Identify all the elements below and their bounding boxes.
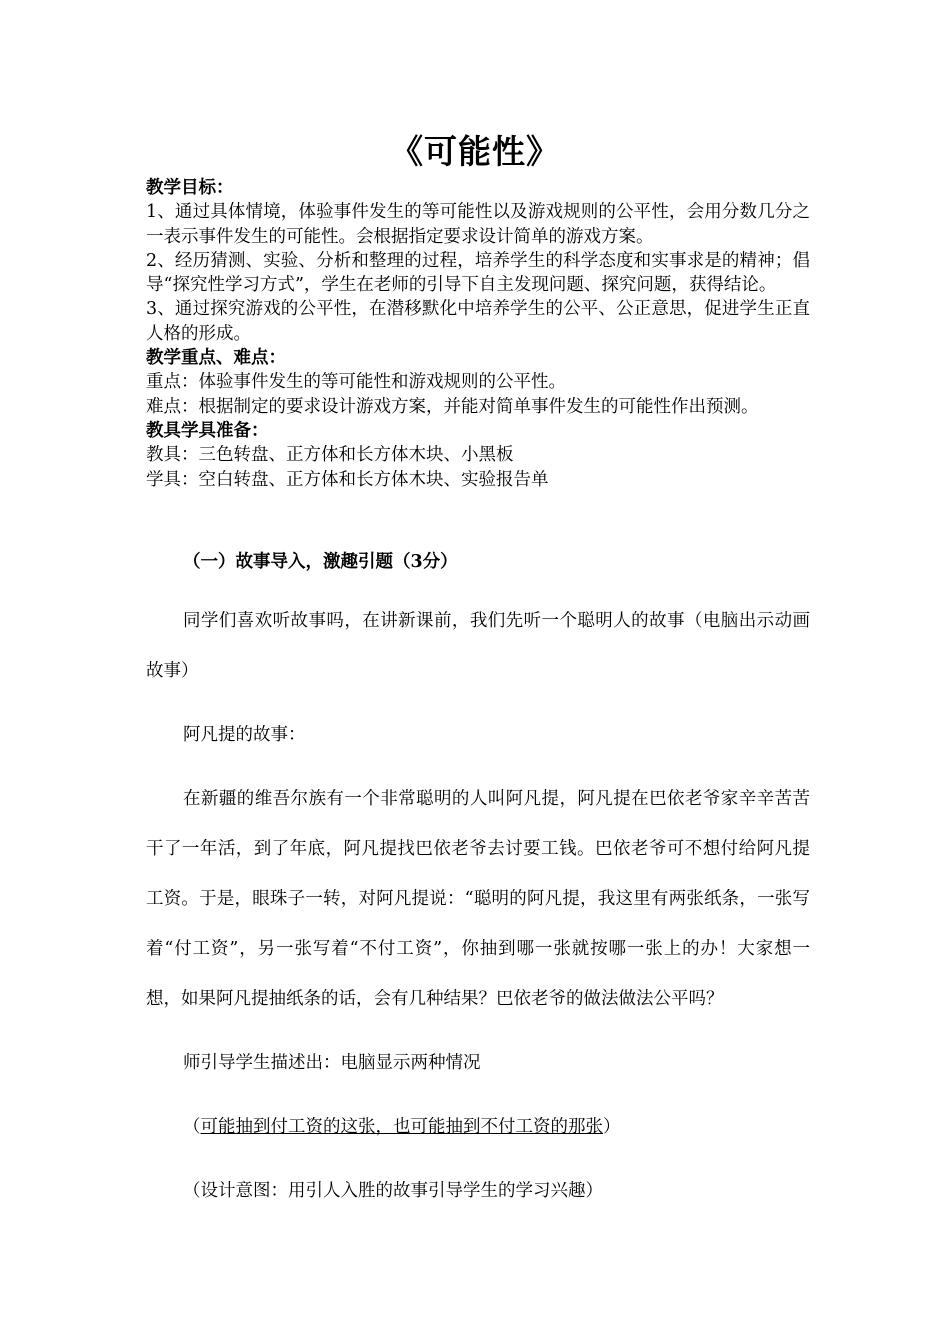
materials-teacher: 教具：三色转盘、正方体和长方体木块、小黑板 — [146, 445, 514, 466]
guide-paragraph: 师引导学生描述出：电脑显示两种情况 — [183, 1053, 481, 1073]
materials-heading: 教具学具准备： — [146, 420, 269, 441]
document-title: 《可能性》 — [390, 132, 560, 171]
key-points-heading: 教学重点、难点： — [146, 348, 286, 369]
objective-item-2: 2、经历猜测、实验、分析和整理的过程，培养学生的科学态度和实事求是的精神；倡导“探究性学习方式”，学生在老师的引导下自主发现问题、探究问题，获得结论。 — [146, 250, 810, 296]
objectives-heading: 教学目标： — [146, 178, 234, 198]
section-body — [146, 596, 810, 1216]
paren-close: ） — [603, 1117, 621, 1137]
section-heading: （一）故事导入，激趣引题（3分） — [183, 552, 458, 572]
story-title: 阿凡提的故事： — [183, 725, 306, 745]
design-intent-paragraph: （设计意图：用引人入胜的故事引导学生的学习兴趣） — [183, 1181, 603, 1201]
paren-open: （ — [183, 1117, 201, 1137]
objective-item-1: 1、通过具体情境，体验事件发生的等可能性以及游戏规则的公平性，会用分数几分之一表示事件发生的可能性。会根据指定要求设计简单的游戏方案。 — [146, 202, 810, 247]
possibility-text: 可能抽到付工资的这张，也可能抽到不付工资的那张 — [200, 1117, 603, 1137]
key-point-difficulty: 难点：根据制定的要求设计游戏方案，并能对简单事件发生的可能性作出预测。 — [146, 396, 759, 417]
key-point-focus: 重点：体验事件发生的等可能性和游戏规则的公平性。 — [146, 372, 566, 393]
intro-paragraph: 同学们喜欢听故事吗，在讲新课前，我们先听一个聪明人的故事（电脑出示动画故事） — [146, 611, 810, 681]
possibility-paragraph — [146, 1102, 810, 1152]
materials-student: 学具：空白转盘、正方体和长方体木块、实验报告单 — [146, 469, 549, 490]
story-paragraph: 在新疆的维吾尔族有一个非常聪明的人叫阿凡提，阿凡提在巴依老爷家辛辛苦苦干了一年活，到了年底，阿凡提找巴依老爷去讨要工钱。巴依老爷可不想付给阿凡提工资。于是，眼珠子一转，对阿凡提说：“聪明的阿凡提，我这里有两张纸条，一张写着“付工资”，另一张写着“不付工资”，你抽到哪一张就按哪一张上的办！大家想一想，如果阿凡提抽纸条的话，会有几种结果？巴依老爷的做法做法公平吗？ — [146, 789, 810, 1009]
objective-item-3: 3、通过探究游戏的公平性，在潜移默化中培养学生的公平、公正意思，促进学生正直人格的形成。 — [146, 299, 810, 344]
objectives-block — [146, 176, 810, 492]
